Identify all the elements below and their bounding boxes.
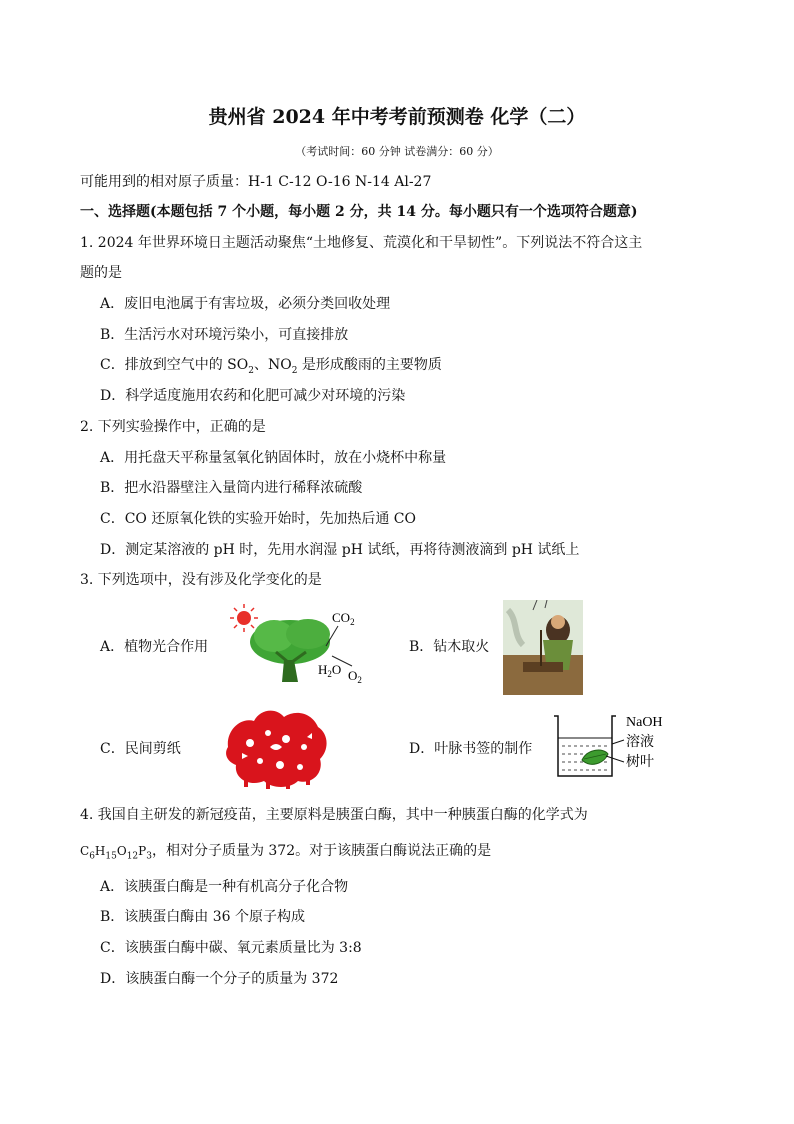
beaker-illustration	[550, 712, 680, 782]
q3-option-c: C．民间剪纸	[100, 741, 181, 757]
atomic-mass-info: 可能用到的相对原子质量：H-1 C-12 O-16 N-14 Al-27	[80, 174, 432, 190]
q4-option-c: C．该胰蛋白酶中碳、氧元素质量比为 3:8	[100, 940, 362, 956]
q2-option-a: A．用托盘天平称量氢氧化钠固体时，放在小烧杯中称量	[100, 450, 447, 466]
svg-text:H2O: $H_2O$	[318, 662, 342, 679]
q3-stem: 3. 下列选项中，没有涉及化学变化的是	[80, 572, 322, 588]
q4-stem-line1: 4. 我国自主研发的新冠疫苗，主要原料是胰蛋白酶，其中一种胰蛋白酶的化学式为	[80, 807, 588, 823]
q1-option-c: C．排放到空气中的 $SO_2$、$NO_2$ 是形成酸雨的主要物质	[100, 357, 442, 376]
q2-option-d: D．测定某溶液的 pH 时，先用水润湿 pH 试纸，再将待测液滴到 pH 试纸上	[100, 542, 580, 558]
svg-text:O2: $O_2$	[348, 668, 362, 685]
fire-drilling-illustration	[503, 600, 583, 695]
q2-option-c: C．CO 还原氧化铁的实验开始时，先加热后通 CO	[100, 511, 416, 527]
sun-icon	[230, 604, 258, 632]
page-title: 贵州省 2024 年中考考前预测卷 化学（二）	[208, 106, 586, 128]
q1-option-d: D．科学适度施用农药和化肥可减少对环境的污染	[100, 388, 406, 404]
q1-stem-line2: 题的是	[80, 265, 122, 281]
section-heading: 一、选择题(本题包括 7 个小题，每小题 2 分，共 14 分。每小题只有一个选项符合题意)	[80, 204, 638, 220]
photosynthesis-illustration	[228, 602, 378, 686]
svg-text:树叶: 树叶	[626, 754, 654, 770]
q4-option-a: A．该胰蛋白酶是一种有机高分子化合物	[100, 879, 349, 895]
svg-text:NaOH: NaOH	[626, 715, 663, 730]
q1-option-b: B．生活污水对环境污染小，可直接排放	[100, 327, 349, 343]
q2-stem: 2. 下列实验操作中，正确的是	[80, 419, 266, 435]
svg-text:CO2: $CO_2$	[332, 610, 355, 627]
q1-option-a: A．废旧电池属于有害垃圾，必须分类回收处理	[100, 296, 391, 312]
q3-option-b: B．钻木取火	[409, 639, 490, 655]
q3-option-a: A．植物光合作用	[100, 639, 209, 655]
q4-stem-line2: $C_6H_{15}O_{12}P_3$，相对分子质量为 372。对于该胰蛋白酶说法正确的是	[80, 843, 492, 862]
svg-text:溶液: 溶液	[626, 734, 654, 750]
q3-option-d: D．叶脉书签的制作	[409, 741, 533, 757]
q4-option-b: B．该胰蛋白酶由 36 个原子构成	[100, 909, 306, 925]
exam-info: （考试时间：60 分钟 试卷满分：60 分）	[295, 145, 499, 158]
q4-option-d: D．该胰蛋白酶一个分子的质量为 372	[100, 971, 339, 987]
q2-option-b: B．把水沿器壁注入量筒内进行稀释浓硫酸	[100, 480, 363, 496]
paper-cutting-illustration	[220, 703, 332, 789]
q1-stem-line1: 1. 2024 年世界环境日主题活动聚焦“土地修复、荒漠化和干旱韧性”。下列说法不符合这主	[80, 235, 643, 251]
